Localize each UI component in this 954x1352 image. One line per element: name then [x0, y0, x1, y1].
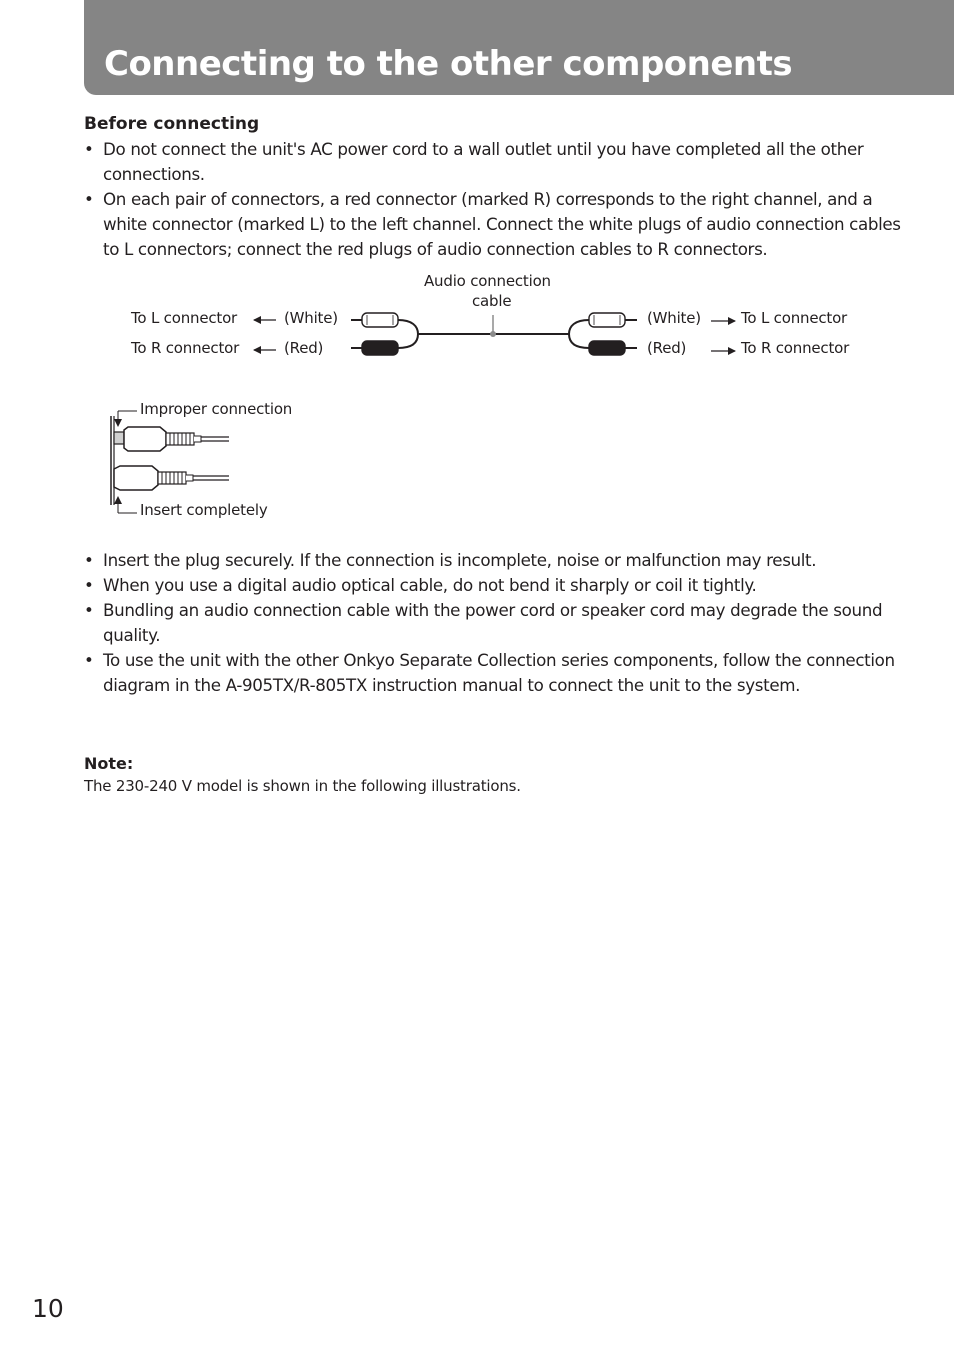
list-item-text: On each pair of connectors, a red connector (marked R) corresponds to the right channel, and a white connector (marked L) to the left channel. Connect the white plugs of audio connection cables to L connectors; connect the red plugs of audio connection cables to R connectors. [103, 189, 901, 259]
insertion-diagram [111, 411, 229, 513]
list-item [84, 548, 914, 573]
improper-connection-label: Improper connection [140, 400, 293, 418]
right-white-label: (White) [647, 309, 701, 327]
list-item [84, 648, 914, 698]
note-text: The 230-240 V model is shown in the following illustrations. [84, 777, 521, 795]
list-item [84, 598, 914, 648]
bullet-icon: • [84, 650, 94, 670]
bullet-icon: • [84, 550, 94, 570]
list-item-text: Bundling an audio connection cable with the power cord or speaker cord may degrade the sound quality. [103, 600, 883, 645]
connection-diagram [0, 0, 954, 540]
right-l-connector-label: To L connector [741, 309, 848, 327]
notes-list [84, 548, 914, 698]
right-red-plug-icon [589, 341, 637, 355]
bullet-icon: • [84, 139, 94, 159]
cable-label: Audio connection [424, 272, 551, 290]
left-white-plug-icon [351, 313, 398, 327]
left-red-plug-icon [351, 341, 398, 355]
left-r-connector-label: To R connector [131, 339, 240, 357]
bullet-icon: • [84, 189, 94, 209]
insert-completely-label: Insert completely [140, 501, 268, 519]
bullet-icon: • [84, 575, 94, 595]
section-heading: Before connecting [84, 114, 260, 134]
list-item-text: Do not connect the unit's AC power cord to a wall outlet until you have completed all the other connections. [103, 139, 864, 184]
list-item [84, 573, 914, 598]
right-white-plug-icon [589, 313, 637, 327]
left-white-label: (White) [284, 309, 338, 327]
cable-label-dot [490, 331, 496, 337]
list-item-text: Insert the plug securely. If the connection is incomplete, noise or malfunction may result. [103, 550, 817, 570]
page-number: 10 [32, 1294, 64, 1323]
left-l-connector-label: To L connector [131, 309, 238, 327]
list-item-text: When you use a digital audio optical cable, do not bend it sharply or coil it tightly. [103, 575, 757, 595]
left-red-label: (Red) [284, 339, 324, 357]
bullet-icon: • [84, 600, 94, 620]
right-r-connector-label: To R connector [741, 339, 850, 357]
cable-label-line2: cable [472, 292, 512, 310]
list-item-text: To use the unit with the other Onkyo Separate Collection series components, follow the connection diagram in the A-905TX/R-805TX instruction manual to connect the unit to the system. [103, 650, 895, 695]
page-title: Connecting to the other components [104, 44, 793, 84]
right-red-label: (Red) [647, 339, 687, 357]
note-heading: Note: [84, 754, 134, 773]
